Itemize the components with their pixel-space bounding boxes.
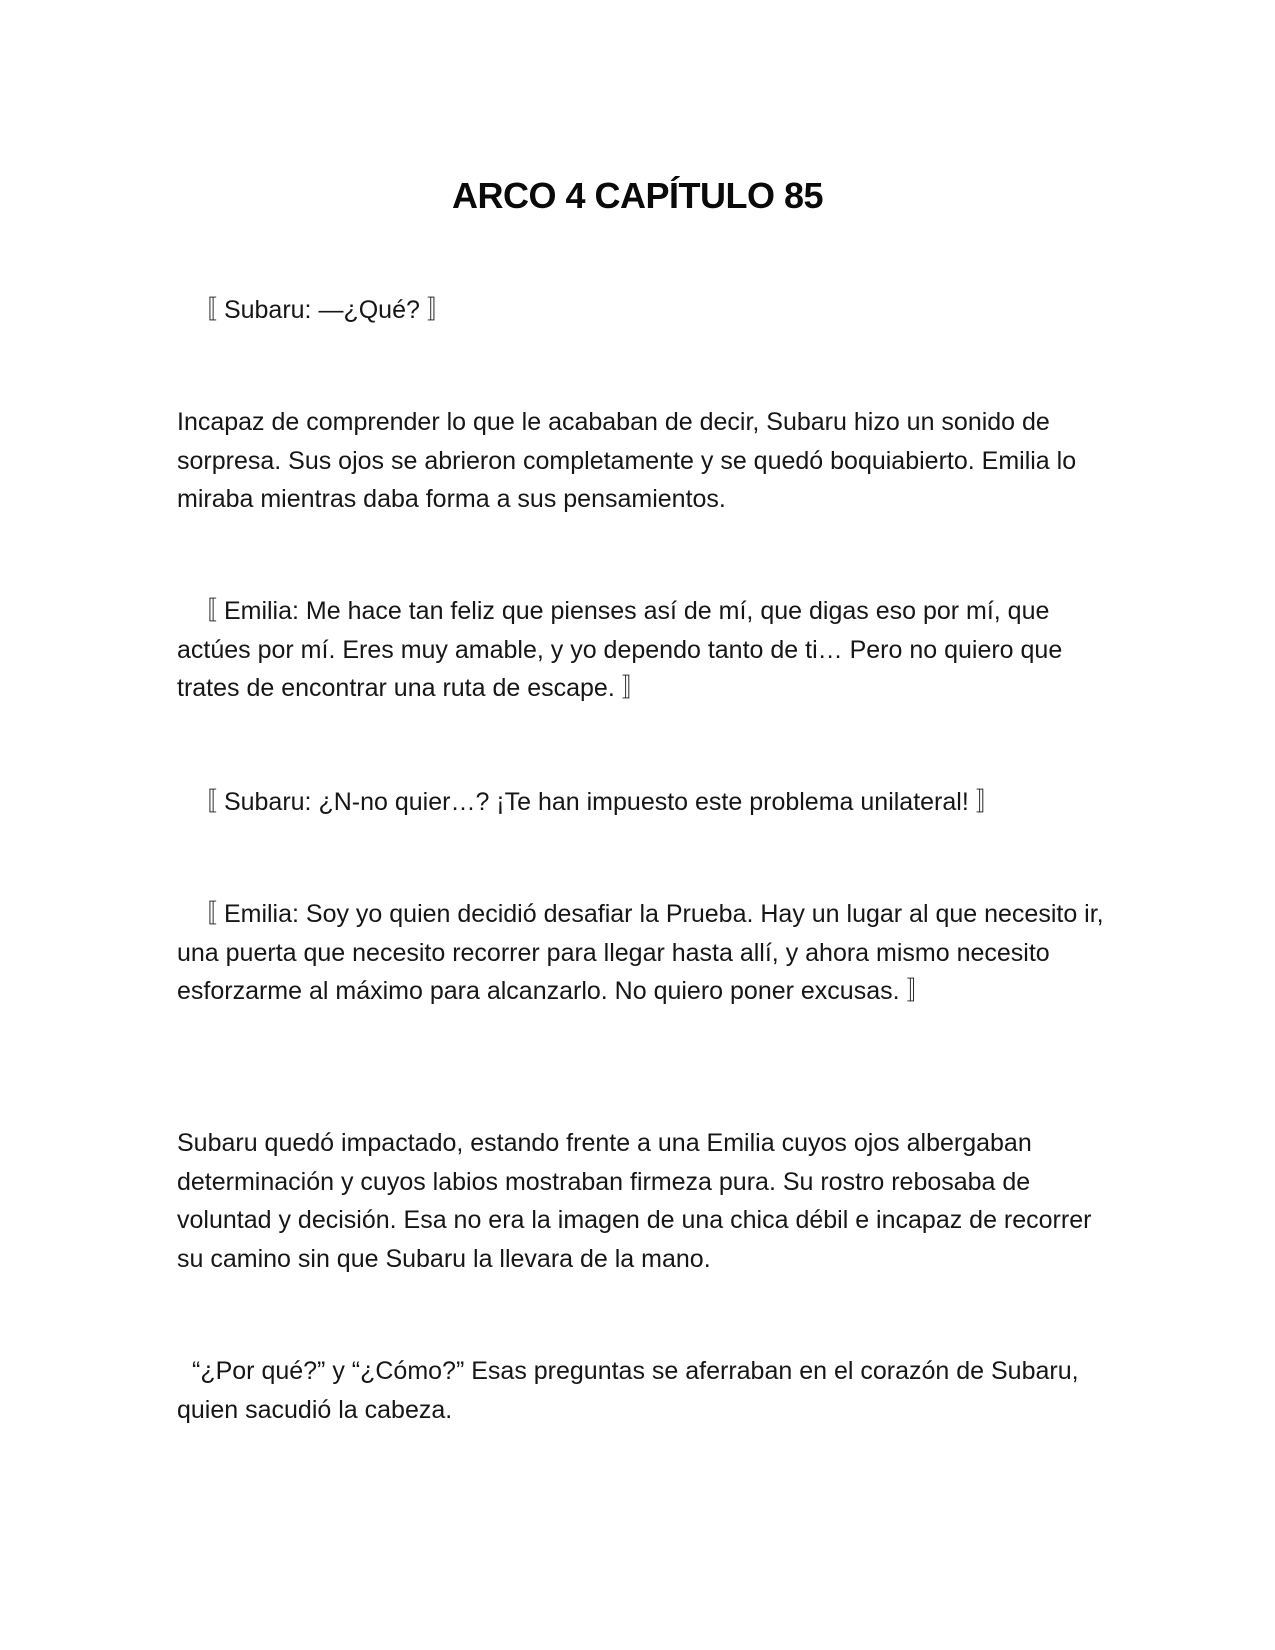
narration-paragraph-3: “¿Por qué?” y “¿Cómo?” Esas preguntas se aferraban en el corazón de Subaru, quien sacudió la cabeza. [177, 1357, 1079, 1424]
dialogue-subaru-1: 〚 Subaru: —¿Qué? 〛 [192, 296, 452, 324]
narration-paragraph-1: Incapaz de comprender lo que le acababan de decir, Subaru hizo un sonido de sorpresa. Sus ojos se abrieron completamente y se quedó boquiabierto. Emilia lo miraba mientras daba forma a sus pensamientos. [177, 408, 1077, 513]
chapter-title: ARCO 4 CAPÍTULO 85 [451, 175, 824, 217]
dialogue-subaru-2: 〚 Subaru: ¿N-no quier…? ¡Te han impuesto este problema unilateral! 〛 [192, 788, 1001, 816]
narration-paragraph-2: Subaru quedó impactado, estando frente a una Emilia cuyos ojos albergaban determinación y cuyos labios mostraban firmeza pura. Su rostro rebosaba de voluntad y decisión. Esa no era la imagen de una chica débil e incapaz de recorrer su camino sin que Subaru la llevara de la mano. [177, 1129, 1092, 1273]
dialogue-emilia-2: 〚 Emilia: Soy yo quien decidió desafiar la Prueba. Hay un lugar al que necesito ir, una puerta que necesito recorrer para llegar hasta allí, y ahora mismo necesito esforzarme al máximo para alcanzarlo. No quiero poner excusas. 〛 [177, 900, 1104, 1005]
dialogue-emilia-1: 〚 Emilia: Me hace tan feliz que pienses así de mí, que digas eso por mí, que actúes por mí. Eres muy amable, y yo dependo tanto de ti… Pero no quiero que trates de encontrar una ruta de escape. 〛 [177, 597, 1063, 702]
